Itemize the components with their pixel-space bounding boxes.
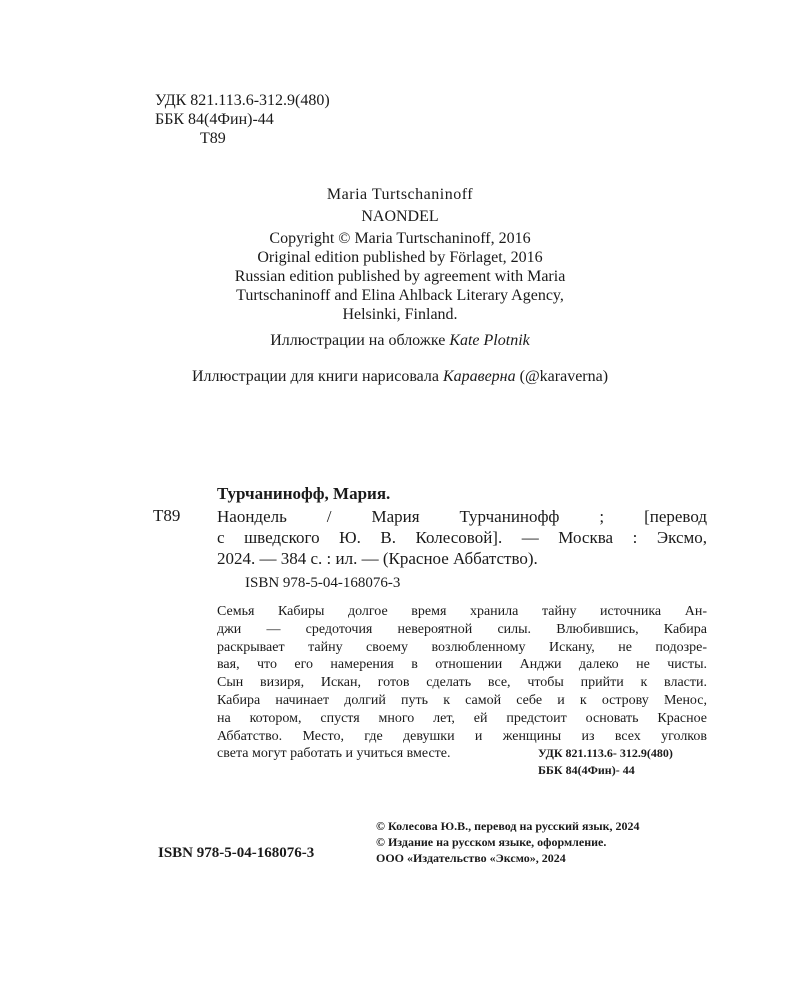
description-line: Наондель / Мария Турчанинофф ; [перевод	[217, 507, 707, 526]
author-mark: Т89	[200, 130, 226, 147]
classification-codes-top	[155, 91, 330, 148]
copyright-translation: © Колесова Ю.В., перевод на русский язык, 2024	[376, 819, 640, 833]
annotation-line: раскрывает тайну своему возлюбленному Искану, не подозре-	[217, 639, 707, 655]
book-illustration-credit	[0, 368, 800, 386]
footer-copyright	[376, 818, 640, 866]
rights-block	[0, 185, 800, 324]
russian-edition-line: Turtschaninoff and Elina Ahlback Literary Agency,	[236, 287, 564, 304]
annotation-line: Аббатство. Место, где девушки и женщины из всех уголков	[217, 728, 707, 744]
annotation	[217, 603, 707, 763]
annotation-line: Кабира начинает долгий путь к самой себе и к острову Менос,	[217, 692, 707, 708]
cover-illustration-credit	[0, 332, 800, 350]
annotation-line: Сын визиря, Искан, готов сделать все, чтобы прийти к власти.	[217, 675, 707, 691]
annotation-line: вая, что его намерения в отношении Анджи далеко не чисты.	[217, 657, 707, 673]
annotation-line: джи — средоточия невероятной силы. Влюбившись, Кабира	[217, 621, 707, 637]
copyright-edition: © Издание на русском языке, оформление.	[376, 835, 607, 849]
bbk-code-bottom: ББК 84(4Фин)- 44	[538, 763, 635, 777]
copyright-line: Copyright © Maria Turtschaninoff, 2016	[269, 230, 531, 247]
bbk-code: ББК 84(4Фин)-44	[155, 111, 274, 128]
description-line: с шведского Ю. В. Колесовой]. — Москва : Эксмо,	[217, 528, 707, 547]
annotation-line: Семья Кабиры долгое время хранила тайну источника Ан-	[217, 604, 707, 619]
udk-code-bottom: УДК 821.113.6- 312.9(480)	[538, 746, 673, 760]
russian-edition-line: Russian edition published by agreement with Maria	[234, 268, 566, 285]
footer-isbn: ISBN 978-5-04-168076-3	[158, 845, 315, 861]
cover-artist: Kate Plotnik	[449, 332, 530, 349]
udk-code: УДК 821.113.6-312.9(480)	[155, 92, 330, 109]
annotation-line: света могут работать и учиться вместе.	[217, 746, 451, 762]
book-artist: Караверна	[443, 368, 516, 385]
bibliographic-description	[217, 506, 707, 569]
bibliographic-author-mark: Т89	[153, 506, 181, 525]
book-artist-handle: (@karaverna)	[515, 368, 609, 385]
original-edition-line: Original edition published by Förlaget, 2016	[257, 249, 543, 266]
classification-codes-bottom	[538, 745, 673, 779]
cover-credit-prefix: Иллюстрации на обложке	[270, 332, 450, 349]
russian-edition-line: Helsinki, Finland.	[342, 306, 458, 323]
annotation-line: на котором, спустя много лет, ей предстоит основать Красное	[217, 710, 707, 726]
bibliographic-isbn: ISBN 978-5-04-168076-3	[245, 575, 401, 591]
bibliographic-author-heading: Турчанинофф, Мария.	[217, 484, 391, 503]
book-credit-prefix: Иллюстрации для книги нарисовала	[191, 368, 443, 385]
original-author: Maria Turtschaninoff	[326, 186, 474, 203]
original-title: NAONDEL	[361, 208, 439, 225]
copyright-publisher: ООО «Издательство «Эксмо», 2024	[376, 851, 566, 865]
description-line: 2024. — 384 с. : ил. — (Красное Аббатство).	[217, 549, 538, 568]
